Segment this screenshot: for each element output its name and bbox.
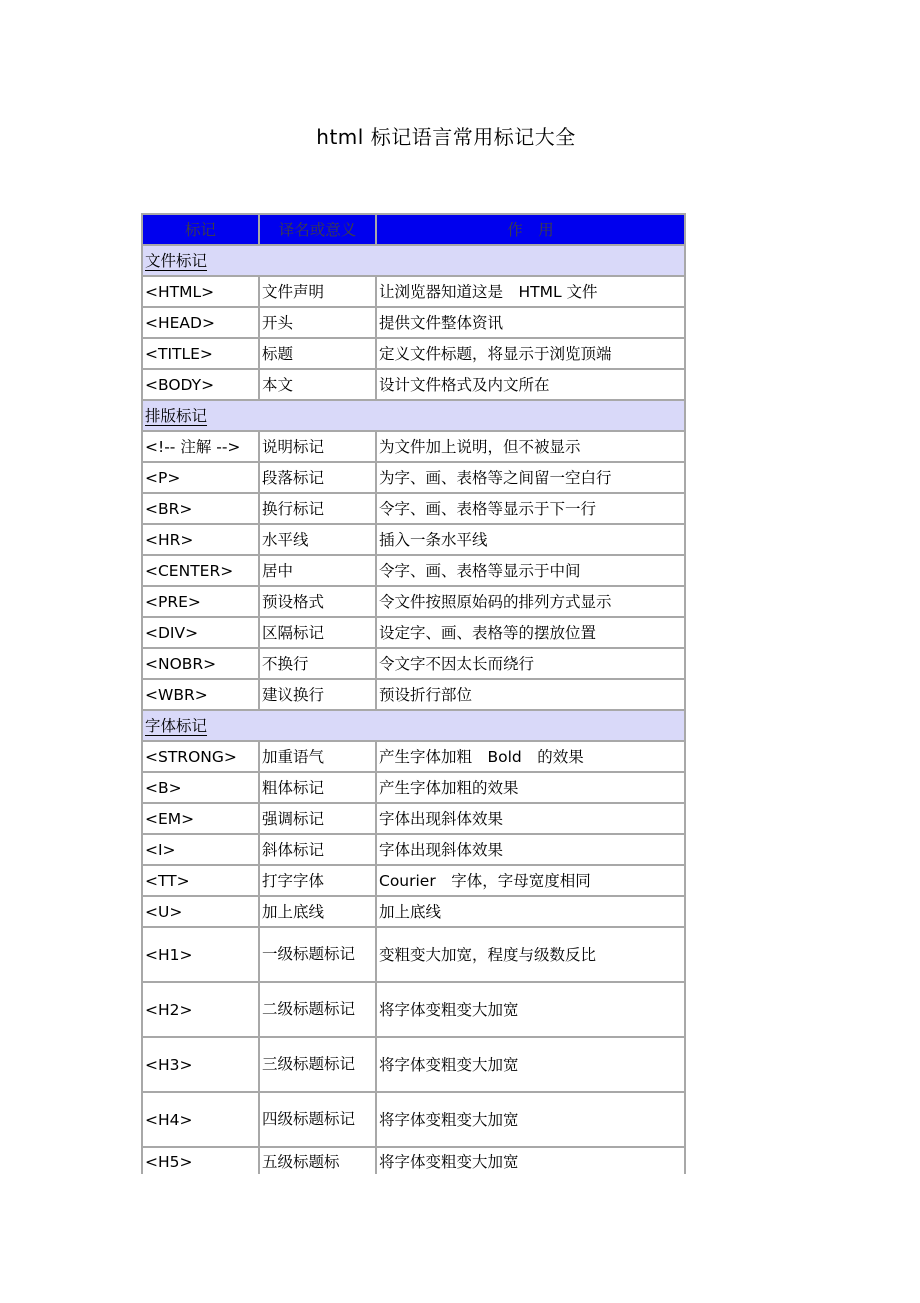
meaning-cell: 粗体标记 — [260, 773, 377, 804]
table-row — [143, 339, 686, 370]
tag-cell: <WBR> — [143, 680, 260, 711]
table-row — [143, 804, 686, 835]
usage-cell: 设计文件格式及内文所在 — [377, 370, 686, 401]
usage-cell: 产生字体加粗的效果 — [377, 773, 686, 804]
column-header-meaning: 译名或意义 — [260, 215, 377, 246]
usage-cell: 将字体变粗变大加宽 — [377, 1093, 686, 1148]
meaning-cell: 说明标记 — [260, 432, 377, 463]
meaning-cell: 强调标记 — [260, 804, 377, 835]
tag-cell: <H4> — [143, 1093, 260, 1148]
usage-cell: 将字体变粗变大加宽 — [377, 1038, 686, 1093]
meaning-cell: 预设格式 — [260, 587, 377, 618]
meaning-cell: 五级标题标 — [260, 1148, 377, 1174]
table-row — [143, 618, 686, 649]
usage-cell: 插入一条水平线 — [377, 525, 686, 556]
table-row — [143, 308, 686, 339]
usage-cell: 令文件按照原始码的排列方式显示 — [377, 587, 686, 618]
tag-cell: <!-- 注解 --> — [143, 432, 260, 463]
meaning-cell: 标题 — [260, 339, 377, 370]
usage-cell: Courier 字体，字母宽度相同 — [377, 866, 686, 897]
usage-cell: 将字体变粗变大加宽 — [377, 983, 686, 1038]
section-row-file — [143, 246, 686, 277]
table-row — [143, 649, 686, 680]
tag-cell: <BODY> — [143, 370, 260, 401]
page-title: html 标记语言常用标记大全 — [316, 125, 576, 149]
usage-cell: 提供文件整体资讯 — [377, 308, 686, 339]
tag-cell: <H2> — [143, 983, 260, 1038]
meaning-cell: 区隔标记 — [260, 618, 377, 649]
tag-cell: <STRONG> — [143, 742, 260, 773]
tag-cell: <H3> — [143, 1038, 260, 1093]
usage-cell: 定义文件标题，将显示于浏览顶端 — [377, 339, 686, 370]
meaning-cell: 换行标记 — [260, 494, 377, 525]
meaning-cell: 本文 — [260, 370, 377, 401]
section-label-layout: 排版标记 — [145, 406, 208, 425]
tag-cell: <B> — [143, 773, 260, 804]
section-label-file: 文件标记 — [145, 251, 208, 270]
meaning-cell: 段落标记 — [260, 463, 377, 494]
tag-cell: <H5> — [143, 1148, 260, 1174]
tag-reference-table-container — [141, 213, 686, 1174]
meaning-cell: 斜体标记 — [260, 835, 377, 866]
table-row — [143, 897, 686, 928]
section-row-font — [143, 711, 686, 742]
meaning-cell: 加重语气 — [260, 742, 377, 773]
table-row — [143, 983, 686, 1038]
section-row-layout — [143, 401, 686, 432]
meaning-cell: 四级标题标记 — [260, 1093, 377, 1148]
table-row — [143, 370, 686, 401]
tag-cell: <PRE> — [143, 587, 260, 618]
tag-cell: <P> — [143, 463, 260, 494]
meaning-cell: 一级标题标记 — [260, 928, 377, 983]
meaning-cell: 建议换行 — [260, 680, 377, 711]
usage-cell: 令字、画、表格等显示于下一行 — [377, 494, 686, 525]
tag-cell: <DIV> — [143, 618, 260, 649]
usage-cell: 将字体变粗变大加宽 — [377, 1148, 686, 1174]
tag-cell: <U> — [143, 897, 260, 928]
meaning-cell: 三级标题标记 — [260, 1038, 377, 1093]
table-row — [143, 680, 686, 711]
usage-cell: 为文件加上说明，但不被显示 — [377, 432, 686, 463]
tag-cell: <H1> — [143, 928, 260, 983]
tag-cell: <TITLE> — [143, 339, 260, 370]
table-row — [143, 742, 686, 773]
table-row — [143, 525, 686, 556]
tag-cell: <HTML> — [143, 277, 260, 308]
table-row — [143, 432, 686, 463]
column-header-usage: 作 用 — [377, 215, 686, 246]
meaning-cell: 开头 — [260, 308, 377, 339]
table-row — [143, 277, 686, 308]
usage-cell: 字体出现斜体效果 — [377, 835, 686, 866]
tag-cell: <CENTER> — [143, 556, 260, 587]
tag-cell: <EM> — [143, 804, 260, 835]
tag-reference-table — [141, 213, 686, 1174]
usage-cell: 为字、画、表格等之间留一空白行 — [377, 463, 686, 494]
meaning-cell: 居中 — [260, 556, 377, 587]
meaning-cell: 打字字体 — [260, 866, 377, 897]
usage-cell: 产生字体加粗 Bold 的效果 — [377, 742, 686, 773]
tag-cell: <I> — [143, 835, 260, 866]
table-row — [143, 866, 686, 897]
meaning-cell: 二级标题标记 — [260, 983, 377, 1038]
meaning-cell: 加上底线 — [260, 897, 377, 928]
tag-cell: <NOBR> — [143, 649, 260, 680]
tag-cell: <BR> — [143, 494, 260, 525]
tag-cell: <TT> — [143, 866, 260, 897]
table-row — [143, 587, 686, 618]
tag-cell: <HEAD> — [143, 308, 260, 339]
usage-cell: 字体出现斜体效果 — [377, 804, 686, 835]
table-row — [143, 928, 686, 983]
column-header-tag: 标记 — [143, 215, 260, 246]
usage-cell: 变粗变大加宽，程度与级数反比 — [377, 928, 686, 983]
section-label-font: 字体标记 — [145, 716, 208, 735]
table-row — [143, 773, 686, 804]
table-row — [143, 835, 686, 866]
usage-cell: 预设折行部位 — [377, 680, 686, 711]
meaning-cell: 不换行 — [260, 649, 377, 680]
table-row — [143, 1038, 686, 1093]
usage-cell: 让浏览器知道这是 HTML 文件 — [377, 277, 686, 308]
meaning-cell: 文件声明 — [260, 277, 377, 308]
table-row — [143, 556, 686, 587]
usage-cell: 令字、画、表格等显示于中间 — [377, 556, 686, 587]
header-row — [143, 215, 686, 246]
table-row — [143, 1093, 686, 1148]
usage-cell: 令文字不因太长而绕行 — [377, 649, 686, 680]
table-row — [143, 1148, 686, 1174]
table-row — [143, 494, 686, 525]
meaning-cell: 水平线 — [260, 525, 377, 556]
tag-cell: <HR> — [143, 525, 260, 556]
table-row — [143, 463, 686, 494]
usage-cell: 加上底线 — [377, 897, 686, 928]
usage-cell: 设定字、画、表格等的摆放位置 — [377, 618, 686, 649]
